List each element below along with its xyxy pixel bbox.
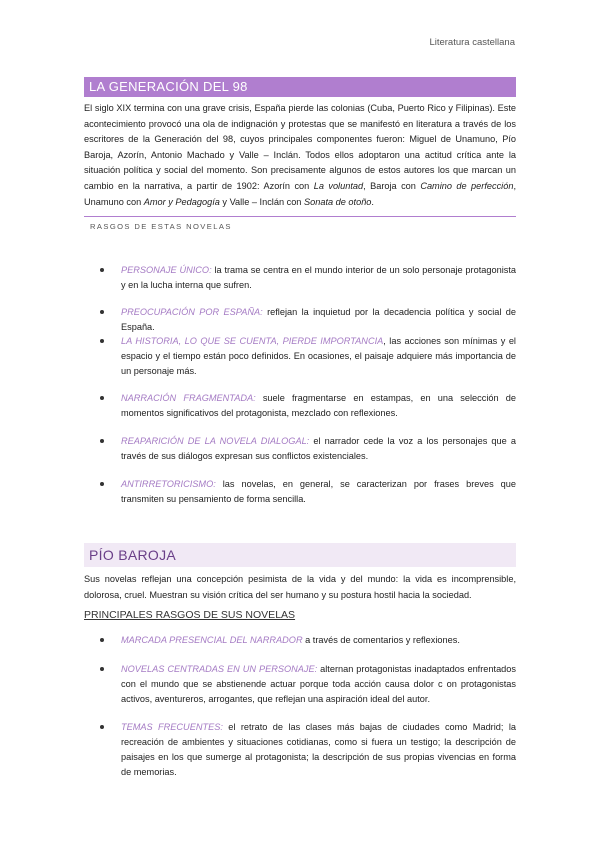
subheading-principales-rasgos: PRINCIPALES RASGOS DE SUS NOVELAS: [84, 609, 296, 621]
subheading-rasgos: RASGOS DE ESTAS NOVELAS: [90, 222, 232, 231]
intro-paragraph: [84, 101, 516, 210]
bullet-icon: [100, 638, 104, 642]
intro-text-1: El siglo XIX termina con una grave crisis, España pierde las colonias (Cuba, Puerto Rico y Filipinas). Este acontecimiento provocó una ola de indignación y protestas que se manifestó en literatura a través de los escritores de la Generación del 98, cuyos principales componentes fueron: Miguel de Unamuno, Pío Baroja, Azorín, Antonio Machado y Valle – Inclán. Todos ellos adoptaron una actitud crítica ante la situación política y social del momento. Son precisamente algunos de estos autores los que marcan un cambio en la narrativa, a partir de 1902: Azorín con: [84, 103, 516, 191]
running-header: Literatura castellana: [429, 37, 515, 48]
bullet-key: ANTIRRETORICISMO:: [121, 479, 216, 489]
bullet-key: NARRACIÓN FRAGMENTADA:: [121, 393, 256, 403]
bullet-icon: [100, 310, 104, 314]
list-item: [100, 263, 516, 293]
work-title-amor-y-pedagogia: Amor y Pedagogía: [143, 196, 220, 207]
list-item: [100, 477, 516, 507]
intro-text-2: , Baroja con: [363, 180, 421, 191]
bullet-text: , las acciones son mínimas y el espacio y el tiempo están poco definidos. En ocasiones, el paisaje adquiere más importancia de un personaje más.: [121, 336, 516, 376]
list-item: [100, 391, 516, 421]
bullet-icon: [100, 339, 104, 343]
bullet-text: reflejan la inquietud por la decadencia política y social de España.: [121, 307, 516, 332]
bullet-icon: [100, 396, 104, 400]
bullet-text: a través de comentarios y reflexiones.: [302, 635, 460, 645]
baroja-intro-paragraph: Sus novelas reflejan una concepción pesimista de la vida y del mundo: la vida es incomprensible, dolorosa, cruel. Muestran su visión crítica del ser humano y su postura hostil hacia la sociedad.: [84, 574, 516, 600]
bullet-icon: [100, 725, 104, 729]
bullet-icon: [100, 667, 104, 671]
bullet-icon: [100, 482, 104, 486]
list-item: [100, 662, 516, 707]
intro-text-5: .: [371, 196, 374, 207]
bullet-key: TEMAS FRECUENTES:: [121, 722, 223, 732]
bullet-text: las novelas, en general, se caracterizan por frases breves que transmiten su pensamiento de forma sencilla.: [121, 479, 516, 504]
bullet-key: NOVELAS CENTRADAS EN UN PERSONAJE:: [121, 664, 318, 674]
bullet-icon: [100, 439, 104, 443]
bullet-key: PREOCUPACIÓN POR ESPAÑA:: [121, 307, 263, 317]
list-item: [100, 305, 516, 335]
bullet-icon: [100, 268, 104, 272]
list-item: [100, 633, 516, 648]
work-title-sonata-de-otono: Sonata de otoño: [303, 196, 372, 207]
bullet-key: REAPARICIÓN DE LA NOVELA DIALOGAL:: [121, 436, 310, 446]
bullet-key: MARCADA PRESENCIAL DEL NARRADOR: [121, 635, 303, 645]
intro-text-4: y Valle – Inclán con: [219, 196, 304, 207]
section-title-generacion-98: LA GENERACIÓN DEL 98: [84, 77, 516, 97]
bullet-text: el retrato de las clases más bajas de ciudades como Madrid; la recreación de ambientes y situaciones cotidianas, como si fuera un testigo; la descripción de paisajes en los que sumerge al protagonista; la descripción de sus propias vivencias en forma de memorias.: [121, 722, 516, 777]
bullet-key: PERSONAJE ÚNICO:: [121, 265, 212, 275]
bullet-text: suele fragmentarse en estampas, en una selección de momentos significativos del protagonista, mezclado con reflexiones.: [121, 393, 516, 418]
list-item: [100, 720, 516, 780]
list-item: [100, 434, 516, 464]
section-divider: [84, 216, 516, 217]
list-item: [100, 334, 516, 379]
work-title-la-voluntad: La voluntad: [313, 180, 364, 191]
intro-text-3: , Unamuno con: [84, 180, 517, 207]
bullet-key: LA HISTORIA, LO QUE SE CUENTA, PIERDE IMPORTANCIA: [121, 336, 384, 346]
section-title-pio-baroja: PÍO BAROJA: [84, 543, 516, 567]
work-title-camino-de-perfeccion: Camino de perfección: [420, 180, 514, 191]
bullet-text: alternan protagonistas inadaptados enfrentados con el mundo que se abstienende actuar porque toda acción causa dolor c on protagonistas activos, aventureros, arrogantes, que reflejan una aspiración ideal del autor.: [121, 664, 516, 704]
bullet-text: la trama se centra en el mundo interior de un solo personaje protagonista y en la lucha interna que sufren.: [121, 265, 516, 290]
bullet-text: el narrador cede la voz a los personajes que a través de sus diálogos expresan sus conflictos existenciales.: [121, 436, 516, 461]
